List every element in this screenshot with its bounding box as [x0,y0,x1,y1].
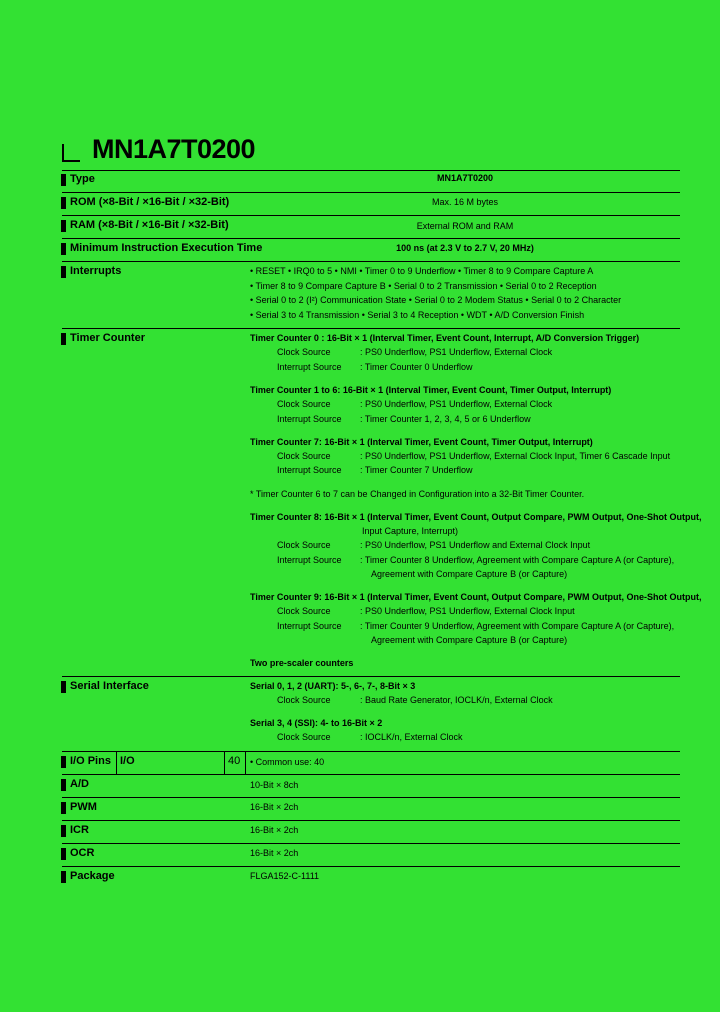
tc7-int-label: Interrupt Source [277,465,342,475]
tc9-head: Timer Counter 9: 16-Bit × 1 (Interval Timer, Event Count, Output Compare, PWM Output, One-Shot Output, [250,592,702,602]
ram-value: External ROM and RAM [416,221,514,231]
tc9-clock-label: Clock Source [277,606,331,616]
row-marker [61,681,66,693]
row-marker [61,220,66,232]
serial34-clock-label: Clock Source [277,732,331,742]
tc0-clock-value: : PS0 Underflow, PS1 Underflow, External Clock [360,347,553,357]
ram-label: RAM (×8-Bit / ×16-Bit / ×32-Bit) [70,219,229,231]
min-exec-value: 100 ns (at 2.3 V to 2.7 V, 20 MHz) [396,243,534,253]
row-marker [61,802,66,814]
pwm-value: 16-Bit × 2ch [250,802,299,812]
row-marker [61,243,66,255]
row-marker [61,174,66,186]
tc9-clock-value: : PS0 Underflow, PS1 Underflow, External Clock Input [360,606,575,616]
tc8-int-value2: Agreement with Compare Capture B (or Capture) [371,569,568,579]
tc8-head2: Input Capture, Interrupt) [362,526,459,536]
serial34-head: Serial 3, 4 (SSI): 4- to 16-Bit × 2 [250,718,383,728]
type-label: Type [70,173,95,185]
tc1-head: Timer Counter 1 to 6: 16-Bit × 1 (Interval Timer, Event Count, Timer Output, Interrupt) [250,385,612,395]
tc1-clock-label: Clock Source [277,399,331,409]
checkbox-square-icon [62,144,80,162]
serial-label: Serial Interface [70,680,149,692]
tc8-int-label: Interrupt Source [277,555,342,565]
io-divider [224,752,225,774]
icr-label: ICR [70,824,89,836]
divider [62,261,680,262]
divider [62,676,680,677]
tc0-head: Timer Counter 0 : 16-Bit × 1 (Interval Timer, Event Count, Interrupt, A/D Conversion Trigger) [250,333,640,343]
row-marker [61,266,66,278]
tc0-int-label: Interrupt Source [277,362,342,372]
ocr-value: 16-Bit × 2ch [250,848,299,858]
io-divider [245,752,246,774]
tc7-clock-value: : PS0 Underflow, PS1 Underflow, External Clock Input, Timer 6 Cascade Input [360,451,671,461]
package-label: Package [70,870,115,882]
tc7-clock-label: Clock Source [277,451,331,461]
tc8-clock-label: Clock Source [277,540,331,550]
rom-value: Max. 16 M bytes [431,197,499,207]
divider [62,170,680,171]
prescaler: Two pre-scaler counters [250,658,354,668]
tc0-int-value: : Timer Counter 0 Underflow [360,362,473,372]
row-marker [61,848,66,860]
serial012-clock-value: : Baud Rate Generator, IOCLK/n, External Clock [360,695,553,705]
serial012-clock-label: Clock Source [277,695,331,705]
tc1-int-label: Interrupt Source [277,414,342,424]
divider [62,774,680,775]
divider [62,192,680,193]
interrupt-line: • Serial 3 to 4 Transmission • Serial 3 to 4 Reception • WDT • A/D Conversion Finish [250,310,585,320]
divider [62,238,680,239]
io-count: 40 [228,755,241,767]
divider [62,751,680,752]
tc9-int-value2: Agreement with Compare Capture B (or Capture) [371,635,568,645]
tc8-int-value: : Timer Counter 8 Underflow, Agreement with Compare Capture A (or Capture), [360,555,675,565]
divider [62,215,680,216]
package-value: FLGA152-C-1111 [250,871,320,881]
title-text: MN1A7T0200 [92,134,256,164]
divider [62,797,680,798]
ad-value: 10-Bit × 8ch [250,780,299,790]
io-value: • Common use: 40 [250,757,325,767]
interrupt-line: • Timer 8 to 9 Compare Capture B • Serial 0 to 2 Transmission • Serial 0 to 2 Reception [250,281,597,291]
divider [62,866,680,867]
serial34-clock-value: : IOCLK/n, External Clock [360,732,463,742]
timer-label: Timer Counter [70,332,145,344]
tc8-clock-value: : PS0 Underflow, PS1 Underflow and External Clock Input [360,540,591,550]
row-marker [61,333,66,345]
divider [62,843,680,844]
row-marker [61,756,66,768]
timer-note: * Timer Counter 6 to 7 can be Changed in Configuration into a 32-Bit Timer Counter. [250,489,585,499]
tc9-int-label: Interrupt Source [277,621,342,631]
pwm-label: PWM [70,801,97,813]
tc8-head: Timer Counter 8: 16-Bit × 1 (Interval Timer, Event Count, Output Compare, PWM Output, One-Shot Output, [250,512,702,522]
interrupt-line: • Serial 0 to 2 (I²) Communication State • Serial 0 to 2 Modem Status • Serial 0 to 2 Character [250,295,622,305]
tc1-int-value: : Timer Counter 1, 2, 3, 4, 5 or 6 Underflow [360,414,531,424]
row-marker [61,779,66,791]
tc7-int-value: : Timer Counter 7 Underflow [360,465,473,475]
ocr-label: OCR [70,847,95,859]
icr-value: 16-Bit × 2ch [250,825,299,835]
type-value: MN1A7T0200 [436,173,494,183]
row-marker [61,197,66,209]
tc9-int-value: : Timer Counter 9 Underflow, Agreement with Compare Capture A (or Capture), [360,621,675,631]
io-label: I/O Pins [70,755,111,767]
interrupt-line: • RESET • IRQ0 to 5 • NMI • Timer 0 to 9 Underflow • Timer 8 to 9 Compare Capture A [250,266,594,276]
rom-label: ROM (×8-Bit / ×16-Bit / ×32-Bit) [70,196,230,208]
row-marker [61,871,66,883]
io-sub-label: I/O [120,755,135,767]
tc7-head: Timer Counter 7: 16-Bit × 1 (Interval Timer, Event Count, Timer Output, Interrupt) [250,437,593,447]
tc1-clock-value: : PS0 Underflow, PS1 Underflow, External Clock [360,399,553,409]
min-exec-label: Minimum Instruction Execution Time [70,242,263,254]
divider [62,328,680,329]
divider [62,820,680,821]
serial012-head: Serial 0, 1, 2 (UART): 5-, 6-, 7-, 8-Bit × 3 [250,681,416,691]
io-divider [116,752,117,774]
tc0-clock-label: Clock Source [277,347,331,357]
row-marker [61,825,66,837]
interrupts-label: Interrupts [70,265,122,277]
ad-label: A/D [70,778,89,790]
page-title [62,134,255,165]
